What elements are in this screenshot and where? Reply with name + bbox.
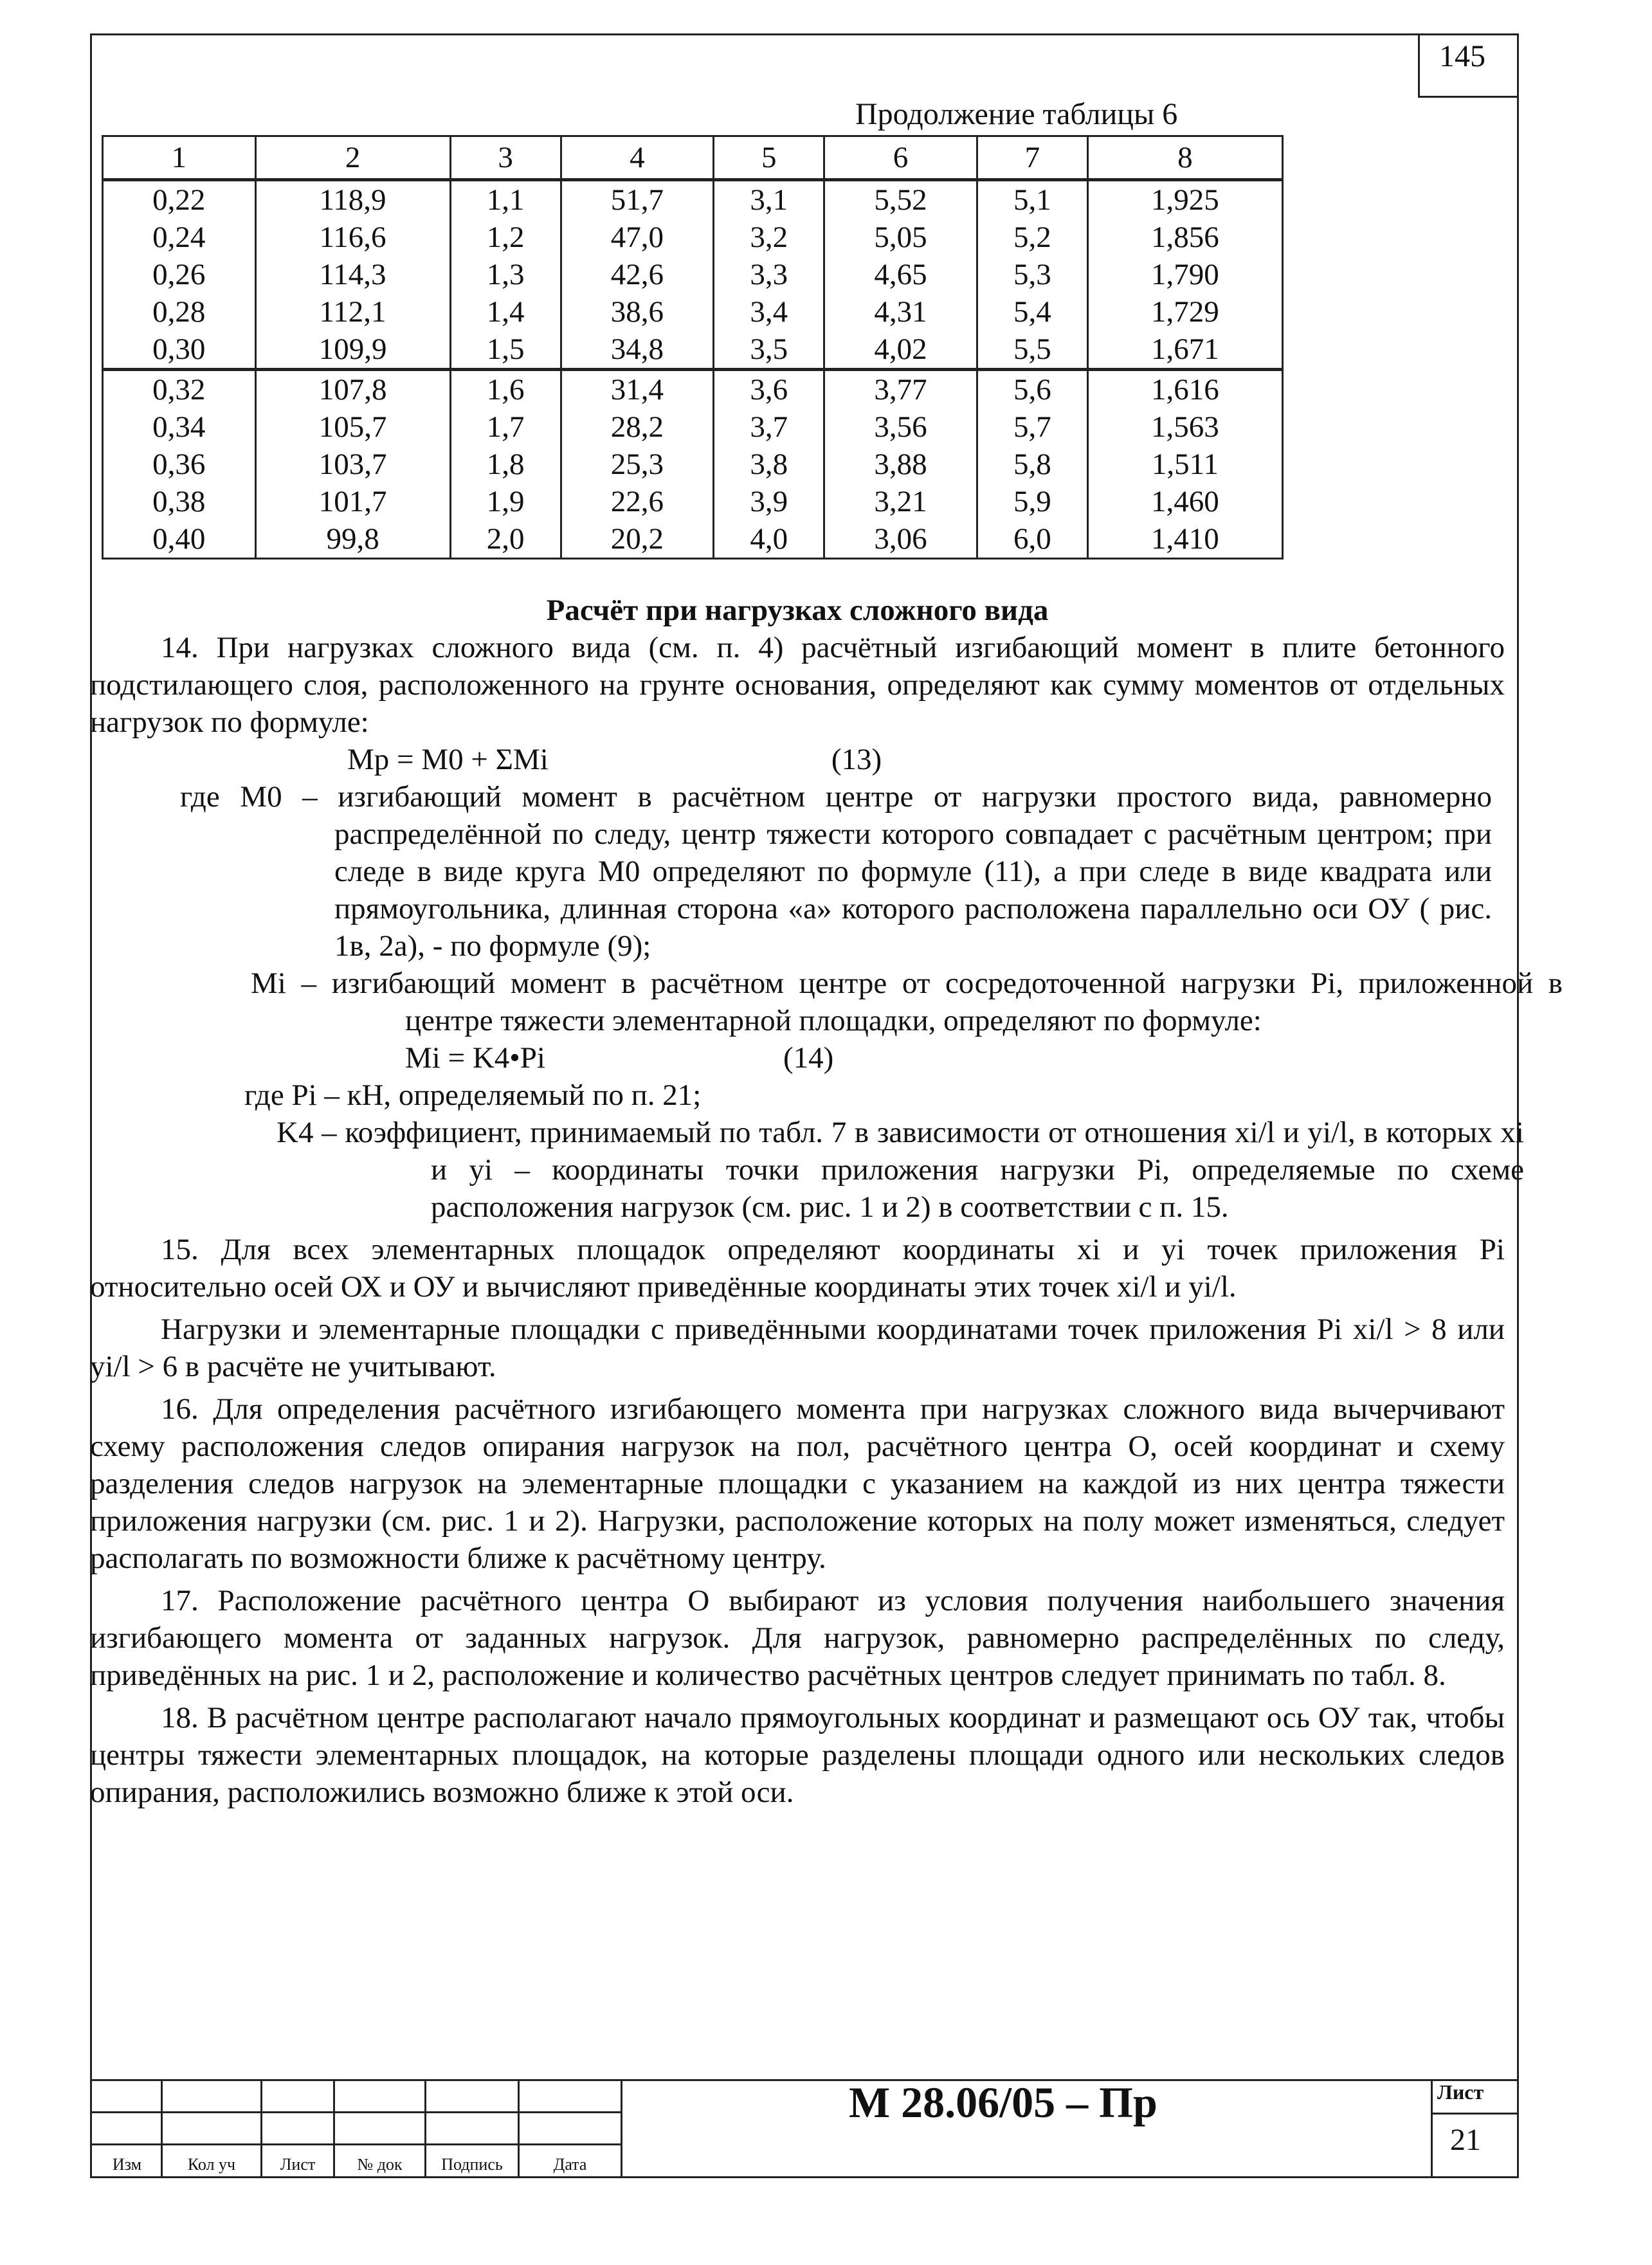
- table-cell: 3,2: [714, 219, 824, 256]
- table-cell: 103,7: [255, 446, 450, 483]
- table-row: [103, 180, 1283, 219]
- table-cell: 5,2: [977, 219, 1087, 256]
- stamp-label-izm: Изм: [112, 2155, 142, 2174]
- paragraph-16: 16. Для определения расчётного изгибающего момента при нагрузках сложного вида вычерчивают схему расположения следов опирания нагрузок на пол, расчётного центра О, осей координат и схему разделения следов нагрузок на элементарные площадки с указанием на каждой из них центра тяжести приложения нагрузки (см. рис. 1 и 2). Нагрузки, расположение которых на полу может изменяться, следует располагать по возможности ближе к расчётному центру.: [90, 1392, 1505, 1575]
- table-row: [103, 370, 1283, 409]
- table-row: [103, 293, 1283, 331]
- table-cell: 3,3: [714, 256, 824, 293]
- table-cell: 3,4: [714, 293, 824, 331]
- table-cell: 2,0: [450, 520, 561, 559]
- definition-k4: K4 – коэффициент, принимаемый по табл. 7 в зависимости от отношения xi/l и yi/l, в которых xi и yi – координаты точки приложения нагрузки Pi, определяемые по схеме расположения нагрузок (см. рис. 1 и 2) в соответствии с п. 15.: [277, 1116, 1524, 1224]
- page-number: 145: [1418, 33, 1519, 98]
- sheet-number: 21: [1450, 2123, 1481, 2157]
- table-cell: 112,1: [255, 293, 450, 331]
- table-row: [103, 219, 1283, 256]
- table-header-cell: 4: [561, 136, 714, 180]
- table-cell: 0,34: [103, 408, 256, 446]
- table-cell: 5,5: [977, 331, 1087, 370]
- table-cell: 0,24: [103, 219, 256, 256]
- table-cell: 0,40: [103, 520, 256, 559]
- stamp-label-kol: Кол уч: [187, 2155, 236, 2174]
- paragraph-17: 17. Расположение расчётного центра О выбирают из условия получения наибольшего значения изгибающего момента от заданных нагрузок. Для нагрузок, равномерно распределённых по следу, приведённых на рис. 1 и 2, расположение и количество расчётных центров следует принимать по табл. 8.: [90, 1584, 1505, 1692]
- table-cell: 3,5: [714, 331, 824, 370]
- table-cell: 34,8: [561, 331, 714, 370]
- table-cell: 3,7: [714, 408, 824, 446]
- table-cell: 1,460: [1087, 483, 1282, 520]
- paragraph-14: 14. При нагрузках сложного вида (см. п. 4) расчётный изгибающий момент в плите бетонного подстилающего слоя, расположенного на грунте основания, определяют как сумму моментов от отдельных нагрузок по формуле:: [90, 631, 1505, 739]
- table-cell: 0,36: [103, 446, 256, 483]
- paragraph-15: 15. Для всех элементарных площадок определяют координаты xi и yi точек приложения Pi относительно осей ОХ и ОУ и вычисляют приведённые координаты этих точек xi/l и yi/l.: [90, 1233, 1505, 1304]
- table-cell: 3,88: [824, 446, 977, 483]
- table-cell: 3,8: [714, 446, 824, 483]
- table-cell: 5,6: [977, 370, 1087, 409]
- table-cell: 1,729: [1087, 293, 1282, 331]
- table-row: [103, 408, 1283, 446]
- table-cell: 1,2: [450, 219, 561, 256]
- table-cell: 20,2: [561, 520, 714, 559]
- table-cell: 114,3: [255, 256, 450, 293]
- table-cell: 1,511: [1087, 446, 1282, 483]
- table-header-cell: 8: [1087, 136, 1282, 180]
- table-header-cell: 6: [824, 136, 977, 180]
- table-header-cell: 2: [255, 136, 450, 180]
- table-cell: 1,7: [450, 408, 561, 446]
- table-cell: 1,410: [1087, 520, 1282, 559]
- table-cell: 22,6: [561, 483, 714, 520]
- table-cell: 107,8: [255, 370, 450, 409]
- table-header-row: [103, 136, 1283, 180]
- paragraph-15b: Нагрузки и элементарные площадки с приведёнными координатами точек приложения Pi xi/l > 8 или yi/l > 6 в расчёте не учитывают.: [90, 1313, 1505, 1383]
- table-cell: 0,30: [103, 331, 256, 370]
- stamp-label-doc: № док: [357, 2155, 403, 2174]
- table-header-cell: 7: [977, 136, 1087, 180]
- definition-pi: где Pi – кН, определяемый по п. 21;: [244, 1078, 702, 1112]
- table-row: [103, 483, 1283, 520]
- stamp-label-date: Дата: [553, 2155, 587, 2174]
- table-cell: 0,22: [103, 180, 256, 219]
- paragraph-18: 18. В расчётном центре располагают начало прямоугольных координат и размещают ось ОУ так, чтобы центры тяжести элементарных площадок, на которые разделены площади одного или нескольких следов опирания, расположились возможно ближе к этой оси.: [90, 1701, 1505, 1809]
- table-cell: 0,28: [103, 293, 256, 331]
- data-table: [102, 135, 1284, 559]
- table-cell: 1,6: [450, 370, 561, 409]
- section-title: Расчёт при нагрузках сложного вида: [546, 594, 1049, 627]
- table-header-cell: 3: [450, 136, 561, 180]
- table-cell: 3,06: [824, 520, 977, 559]
- table-cell: 1,5: [450, 331, 561, 370]
- table-cell: 28,2: [561, 408, 714, 446]
- definition-m0: где M0 – изгибающий момент в расчётном центре от нагрузки простого вида, равномерно распределённой по следу, центр тяжести которого совпадает с расчётным центром; при следе в виде круга M0 определяют по формуле (11), а при следе в виде квадрата или прямоугольника, длинная сторона «а» которого расположена параллельно оси ОУ ( рис. 1в, 2а), - по формуле (9);: [180, 780, 1492, 963]
- table-cell: 25,3: [561, 446, 714, 483]
- definition-mi: Mi – изгибающий момент в расчётном центре от сосредоточенной нагрузки Pi, приложенной в центре тяжести элементарной площадки, определяют по формуле:: [251, 967, 1563, 1037]
- table-cell: 5,52: [824, 180, 977, 219]
- title-block: [90, 2079, 1519, 2178]
- table-cell: 5,9: [977, 483, 1087, 520]
- table-row: [103, 331, 1283, 370]
- table-cell: 1,856: [1087, 219, 1282, 256]
- sheet-label: Лист: [1437, 2080, 1484, 2104]
- table-cell: 1,3: [450, 256, 561, 293]
- table-header-cell: 5: [714, 136, 824, 180]
- table-cell: 5,8: [977, 446, 1087, 483]
- table-cell: 1,1: [450, 180, 561, 219]
- table-cell: 1,4: [450, 293, 561, 331]
- table-cell: 0,38: [103, 483, 256, 520]
- table-cell: 99,8: [255, 520, 450, 559]
- table-cell: 4,31: [824, 293, 977, 331]
- table-cell: 5,1: [977, 180, 1087, 219]
- table-cell: 47,0: [561, 219, 714, 256]
- table-cell: 5,4: [977, 293, 1087, 331]
- table-cell: 1,925: [1087, 180, 1282, 219]
- table-cell: 1,9: [450, 483, 561, 520]
- formula-13: [90, 741, 1505, 778]
- table-cell: 101,7: [255, 483, 450, 520]
- table-cell: 0,26: [103, 256, 256, 293]
- table-body: [103, 180, 1283, 559]
- table-row: [103, 256, 1283, 293]
- table-cell: 5,3: [977, 256, 1087, 293]
- formula-13-expr: Mp = M0 + ΣMi: [347, 743, 549, 776]
- table-cell: 4,0: [714, 520, 824, 559]
- table-row: [103, 446, 1283, 483]
- table-cell: 42,6: [561, 256, 714, 293]
- table-cell: 1,616: [1087, 370, 1282, 409]
- table-cell: 51,7: [561, 180, 714, 219]
- table-cell: 3,9: [714, 483, 824, 520]
- formula-14: [90, 1039, 1505, 1077]
- table-cell: 4,02: [824, 331, 977, 370]
- formula-14-number: (14): [783, 1041, 834, 1075]
- table-cell: 116,6: [255, 219, 450, 256]
- table-row: [103, 520, 1283, 559]
- table-cell: 0,32: [103, 370, 256, 409]
- formula-14-expr: Mi = K4•Pi: [405, 1041, 545, 1075]
- table-cell: 1,8: [450, 446, 561, 483]
- table-cell: 105,7: [255, 408, 450, 446]
- table-cell: 118,9: [255, 180, 450, 219]
- table-cell: 5,05: [824, 219, 977, 256]
- body-text: [90, 592, 1563, 1811]
- table-cell: 1,563: [1087, 408, 1282, 446]
- table-header-cell: 1: [103, 136, 256, 180]
- document-code: М 28.06/05 – Пр: [849, 2078, 1157, 2127]
- table-cell: 38,6: [561, 293, 714, 331]
- table-cell: 5,7: [977, 408, 1087, 446]
- table-cell: 4,65: [824, 256, 977, 293]
- table-cell: 3,1: [714, 180, 824, 219]
- table-cell: 1,790: [1087, 256, 1282, 293]
- table-cell: 3,77: [824, 370, 977, 409]
- stamp-label-sign: Подпись: [441, 2155, 503, 2174]
- table-cell: 6,0: [977, 520, 1087, 559]
- table-cell: 3,56: [824, 408, 977, 446]
- stamp-label-list: Лист: [280, 2155, 316, 2174]
- formula-13-number: (13): [831, 743, 882, 776]
- table-cell: 31,4: [561, 370, 714, 409]
- table-cell: 3,21: [824, 483, 977, 520]
- table-caption: Продолжение таблицы 6: [855, 97, 1178, 131]
- table-cell: 109,9: [255, 331, 450, 370]
- table-cell: 3,6: [714, 370, 824, 409]
- table-cell: 1,671: [1087, 331, 1282, 370]
